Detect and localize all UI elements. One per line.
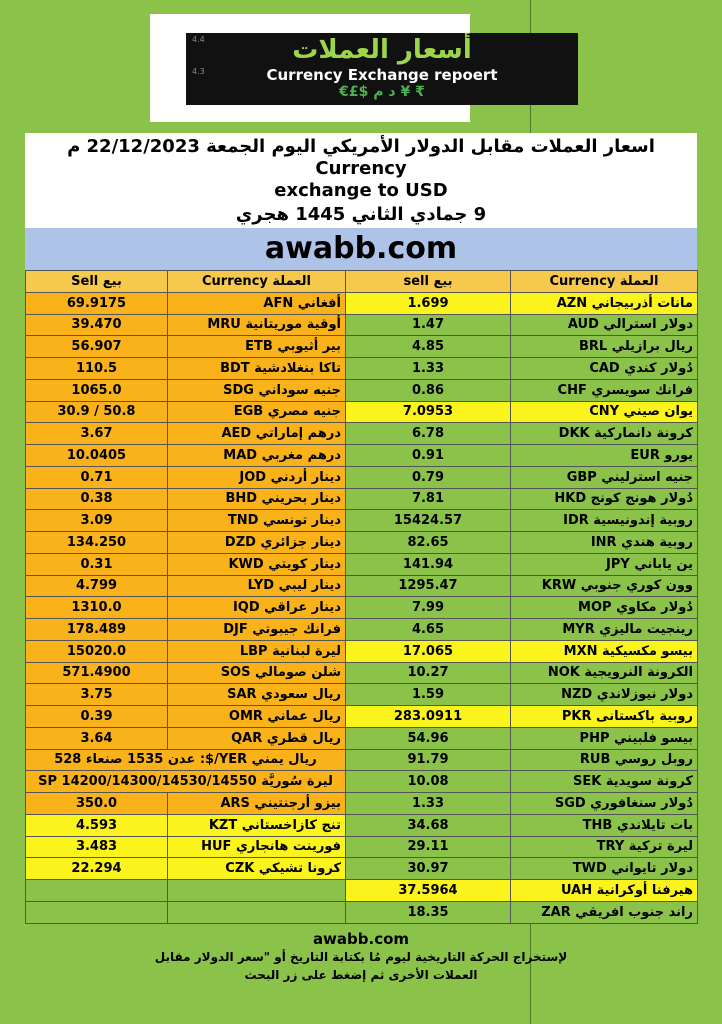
currency-name-left: درهم إماراتي AED	[168, 423, 346, 445]
currency-name-left: درهم مغربي MAD	[168, 445, 346, 467]
currency-name-right: دولار تايواني TWD	[511, 858, 698, 880]
table-row	[26, 292, 698, 314]
header-sell-left: بيع Sell	[26, 271, 168, 293]
currency-name-left: تاكا بنغلادشية BDT	[168, 358, 346, 380]
sell-value-right: 0.79	[346, 466, 511, 488]
sell-value-left: 350.0	[26, 793, 168, 815]
currency-name-right: الكرونة النرويجية NOK	[511, 662, 698, 684]
sell-value-right: 6.78	[346, 423, 511, 445]
table-row	[26, 814, 698, 836]
currency-name-right: يورو EUR	[511, 445, 698, 467]
sell-value-left: 15020.0	[26, 640, 168, 662]
currency-name-left: دينار تونسي TND	[168, 510, 346, 532]
sell-value-right: 1.47	[346, 314, 511, 336]
currency-name-right: مانات أذربيجاني AZN	[511, 292, 698, 314]
sell-value-left: 4.593	[26, 814, 168, 836]
sell-value-right: 82.65	[346, 532, 511, 554]
sell-value-left: 56.907	[26, 336, 168, 358]
header-sell-right: بيع sell	[346, 271, 511, 293]
sell-value-left: 0.31	[26, 553, 168, 575]
table-row	[26, 423, 698, 445]
table-row	[26, 727, 698, 749]
sell-value-right: 1295.47	[346, 575, 511, 597]
sell-value-right: 0.91	[346, 445, 511, 467]
table-row	[26, 532, 698, 554]
table-row	[26, 314, 698, 336]
currency-name-right: يوان صيني CNY	[511, 401, 698, 423]
merged-currency-cell: ريال يمني YER/$: عدن 1535 صنعاء 528	[26, 749, 346, 771]
sell-value-right: 4.65	[346, 619, 511, 641]
currency-name-left: دينار كويتي KWD	[168, 553, 346, 575]
table-row	[26, 880, 698, 902]
sell-value-right: 37.5964	[346, 880, 511, 902]
currency-name-left: دينار بحريني BHD	[168, 488, 346, 510]
currency-name-right: دولار نيوزلاندي NZD	[511, 684, 698, 706]
sell-value-left: 0.71	[26, 466, 168, 488]
table-row	[26, 901, 698, 923]
table-row	[26, 706, 698, 728]
rates-table	[25, 270, 698, 924]
currency-name-left: جنيه سوداني SDG	[168, 379, 346, 401]
currency-name-left: ليرة لبنانية LBP	[168, 640, 346, 662]
table-row	[26, 662, 698, 684]
title-line-2: exchange to USD	[274, 180, 448, 201]
sell-value-right: 10.08	[346, 771, 511, 793]
currency-name-left: ريال قطري QAR	[168, 727, 346, 749]
currency-name-right: رينجيت ماليزي MYR	[511, 619, 698, 641]
currency-name-right: فرانك سويسري CHF	[511, 379, 698, 401]
header-currency-left: العملة Currency	[168, 271, 346, 293]
sell-value-left: 0.39	[26, 706, 168, 728]
table-row	[26, 445, 698, 467]
sell-value-right: 30.97	[346, 858, 511, 880]
currency-name-left: دينار جزائري DZD	[168, 532, 346, 554]
logo-currency-symbols: €£$ د م ¥ ₹	[339, 84, 425, 100]
sell-value-left: 3.09	[26, 510, 168, 532]
sell-value-left: 0.38	[26, 488, 168, 510]
table-row	[26, 619, 698, 641]
sell-value-right: 17.065	[346, 640, 511, 662]
table-row	[26, 836, 698, 858]
currency-name-right: هيرفنا أوكرانية UAH	[511, 880, 698, 902]
table-row	[26, 488, 698, 510]
sell-value-right: 1.33	[346, 793, 511, 815]
sell-value-right: 1.699	[346, 292, 511, 314]
sell-value-right: 4.85	[346, 336, 511, 358]
sell-value-left	[26, 901, 168, 923]
merged-currency-cell: ليرة سُوريَّة 14200/14300/14530/14550 SP	[26, 771, 346, 793]
currency-name-left: فرانك جيبوتي DJF	[168, 619, 346, 641]
currency-name-right: وون كوري جنوبي KRW	[511, 575, 698, 597]
currency-name-right: جنيه استرليني GBP	[511, 466, 698, 488]
sell-value-right: 54.96	[346, 727, 511, 749]
currency-name-right: ريال برازيلي BRL	[511, 336, 698, 358]
table-row	[26, 749, 698, 771]
title-line-3: 9 جمادي الثاني 1445 هجري	[235, 204, 487, 225]
sell-value-right: 29.11	[346, 836, 511, 858]
currency-name-right: دُولار سنغافوري SGD	[511, 793, 698, 815]
sell-value-right: 18.35	[346, 901, 511, 923]
table-row	[26, 379, 698, 401]
sell-value-left: 3.483	[26, 836, 168, 858]
sell-value-left: 3.64	[26, 727, 168, 749]
table-row	[26, 553, 698, 575]
currency-name-right: ين ياباني JPY	[511, 553, 698, 575]
sell-value-left: 134.250	[26, 532, 168, 554]
sell-value-left: 3.67	[26, 423, 168, 445]
sell-value-right: 1.33	[346, 358, 511, 380]
footer-instruction-line-2: العملات الأخرى ثم إضغط على زر البحث	[244, 968, 478, 982]
sell-value-left: 39.470	[26, 314, 168, 336]
logo-tick-top: 4.4	[192, 35, 205, 44]
currency-name-right: دُولار مكاوي MOP	[511, 597, 698, 619]
sell-value-right: 141.94	[346, 553, 511, 575]
sell-value-right: 10.27	[346, 662, 511, 684]
sell-value-right: 15424.57	[346, 510, 511, 532]
currency-name-left: أوقية موريتانية MRU	[168, 314, 346, 336]
currency-name-right: روبية إندونيسية IDR	[511, 510, 698, 532]
currency-name-left: أفغاني AFN	[168, 292, 346, 314]
currency-name-right: دولار استرالي AUD	[511, 314, 698, 336]
currency-name-right: بيسو مكسيكية MXN	[511, 640, 698, 662]
title-line-1: اسعار العملات مقابل الدولار الأمريكي اليوم الجمعة 22/12/2023 م Currency	[67, 136, 655, 179]
currency-name-right: روبية باكستانى PKR	[511, 706, 698, 728]
currency-name-right: روبية هندي INR	[511, 532, 698, 554]
currency-name-left: دينار عراقي IQD	[168, 597, 346, 619]
currency-name-right: كرونة سويدية SEK	[511, 771, 698, 793]
table-row	[26, 510, 698, 532]
currency-name-left: ريال سعودي SAR	[168, 684, 346, 706]
sell-value-right: 7.99	[346, 597, 511, 619]
sell-value-right: 34.68	[346, 814, 511, 836]
currency-name-left	[168, 901, 346, 923]
sell-value-right: 0.86	[346, 379, 511, 401]
currency-name-right: كرونة دانماركية DKK	[511, 423, 698, 445]
currency-name-right: راند جنوب افريقي ZAR	[511, 901, 698, 923]
sell-value-left: 1310.0	[26, 597, 168, 619]
currency-name-left: شلن صومالي SOS	[168, 662, 346, 684]
table-row	[26, 793, 698, 815]
currency-name-right: بات تايلاندي THB	[511, 814, 698, 836]
table-row	[26, 771, 698, 793]
sell-value-left: 22.294	[26, 858, 168, 880]
currency-name-left: دينار ليبي LYD	[168, 575, 346, 597]
logo-title-arabic: أسعار العملات	[292, 35, 472, 65]
currency-name-right: دُولار كندي CAD	[511, 358, 698, 380]
footer-instruction-line-1: لإستخراج الحركة التاريخية ليوم مُا بكتابة التاريخ أو "سعر الدولار مقابل	[154, 950, 568, 964]
currency-name-left: كرونا تشيكي CZK	[168, 858, 346, 880]
currency-name-left	[168, 880, 346, 902]
sell-value-left: 30.9 / 50.8	[26, 401, 168, 423]
table-row	[26, 575, 698, 597]
logo-banner	[186, 33, 578, 105]
sell-value-left: 10.0405	[26, 445, 168, 467]
sell-value-left: 69.9175	[26, 292, 168, 314]
sell-value-left: 3.75	[26, 684, 168, 706]
table-row	[26, 401, 698, 423]
table-header-row	[26, 271, 698, 293]
sell-value-right: 91.79	[346, 749, 511, 771]
currency-name-right: دُولار هونج كونج HKD	[511, 488, 698, 510]
footer-site[interactable]: awabb.com	[312, 930, 410, 948]
logo-tick-mid: 4.3	[192, 67, 205, 76]
currency-name-left: تنج كازاخستاني KZT	[168, 814, 346, 836]
currency-name-right: روبل روسي RUB	[511, 749, 698, 771]
currency-name-right: ليرة تركية TRY	[511, 836, 698, 858]
table-row	[26, 336, 698, 358]
table-row	[26, 858, 698, 880]
currency-name-left: بير أثيوبي ETB	[168, 336, 346, 358]
header-currency-right: العملة Currency	[511, 271, 698, 293]
table-row	[26, 466, 698, 488]
sell-value-left: 4.799	[26, 575, 168, 597]
currency-name-left: دينار أردني JOD	[168, 466, 346, 488]
sell-value-left	[26, 880, 168, 902]
sell-value-left: 1065.0	[26, 379, 168, 401]
sell-value-right: 7.0953	[346, 401, 511, 423]
table-row	[26, 640, 698, 662]
currency-name-left: جنيه مصري EGB	[168, 401, 346, 423]
currency-name-left: بيزو أرجنتيني ARS	[168, 793, 346, 815]
sell-value-left: 178.489	[26, 619, 168, 641]
title-box	[25, 133, 697, 228]
logo-title-english: Currency Exchange repoert	[266, 66, 498, 84]
table-row	[26, 597, 698, 619]
currency-name-right: بيسو فلبيني PHP	[511, 727, 698, 749]
sell-value-left: 110.5	[26, 358, 168, 380]
sell-value-left: 571.4900	[26, 662, 168, 684]
currency-name-left: فورينت هانجاري HUF	[168, 836, 346, 858]
sell-value-right: 1.59	[346, 684, 511, 706]
site-banner[interactable]: awabb.com	[25, 228, 697, 270]
currency-name-left: ريال عماني OMR	[168, 706, 346, 728]
table-row	[26, 358, 698, 380]
sell-value-right: 7.81	[346, 488, 511, 510]
table-row	[26, 684, 698, 706]
sell-value-right: 283.0911	[346, 706, 511, 728]
